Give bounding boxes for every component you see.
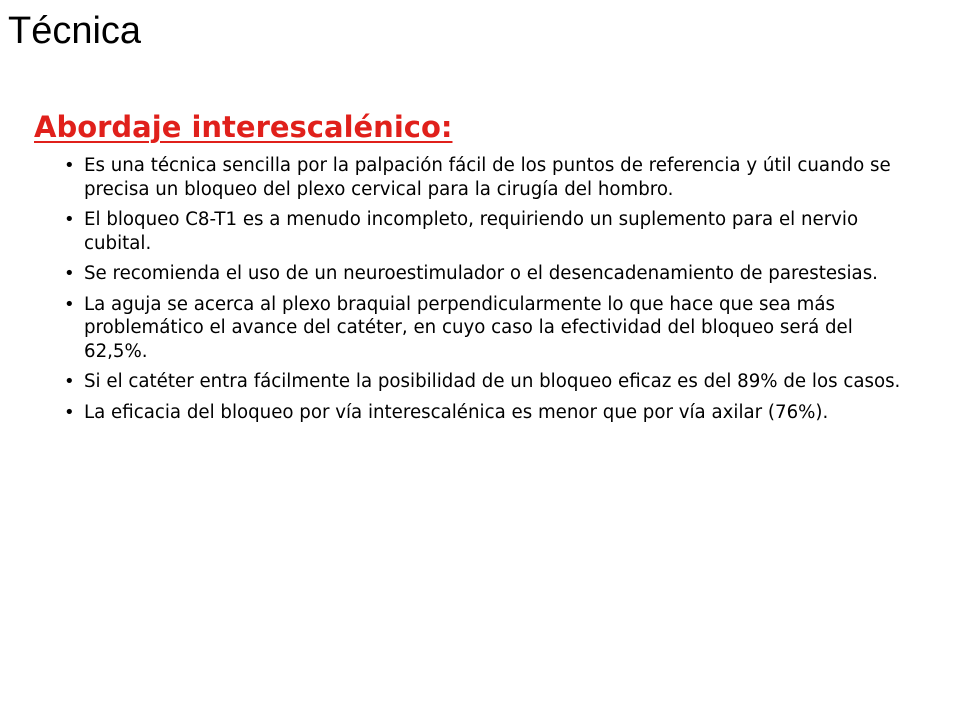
- bullet-item: [64, 262, 912, 286]
- bullet-item: [64, 370, 912, 394]
- section-heading: Abordaje interescalénico:: [34, 110, 453, 144]
- slide-title: Técnica: [8, 10, 142, 52]
- bullet-icon: •: [64, 155, 75, 176]
- bullet-icon: •: [64, 263, 75, 284]
- bullet-icon: •: [64, 401, 75, 423]
- bullet-text: La aguja se acerca al plexo braquial perpendicularmente lo que hace que sea más problemático el avance del catéter, en cuyo caso la efectividad del bloqueo será del 62,5%.: [84, 293, 853, 362]
- bullet-text: La eficacia del bloqueo por vía interescalénica es menor que por vía axilar (76%).: [84, 401, 829, 423]
- bullet-text: El bloqueo C8-T1 es a menudo incompleto, requiriendo un suplemento para el nervio cubital.: [84, 209, 859, 254]
- bullet-text: Se recomienda el uso de un neuroestimulador o el desencadenamiento de parestesias.: [84, 263, 878, 284]
- bullet-icon: •: [64, 293, 75, 315]
- bullet-item: [64, 293, 912, 364]
- bullet-icon: •: [64, 371, 75, 392]
- bullet-item: [64, 401, 912, 425]
- bullet-icon: •: [64, 209, 75, 230]
- bullet-text: Es una técnica sencilla por la palpación fácil de los puntos de referencia y útil cuando se precisa un bloqueo del plexo cervical para la cirugía del hombro.: [84, 155, 891, 200]
- bullet-list: [64, 154, 912, 431]
- bullet-text: Si el catéter entra fácilmente la posibilidad de un bloqueo eficaz es del 89% de los casos.: [84, 371, 901, 392]
- bullet-item: [64, 154, 912, 201]
- bullet-item: [64, 208, 912, 255]
